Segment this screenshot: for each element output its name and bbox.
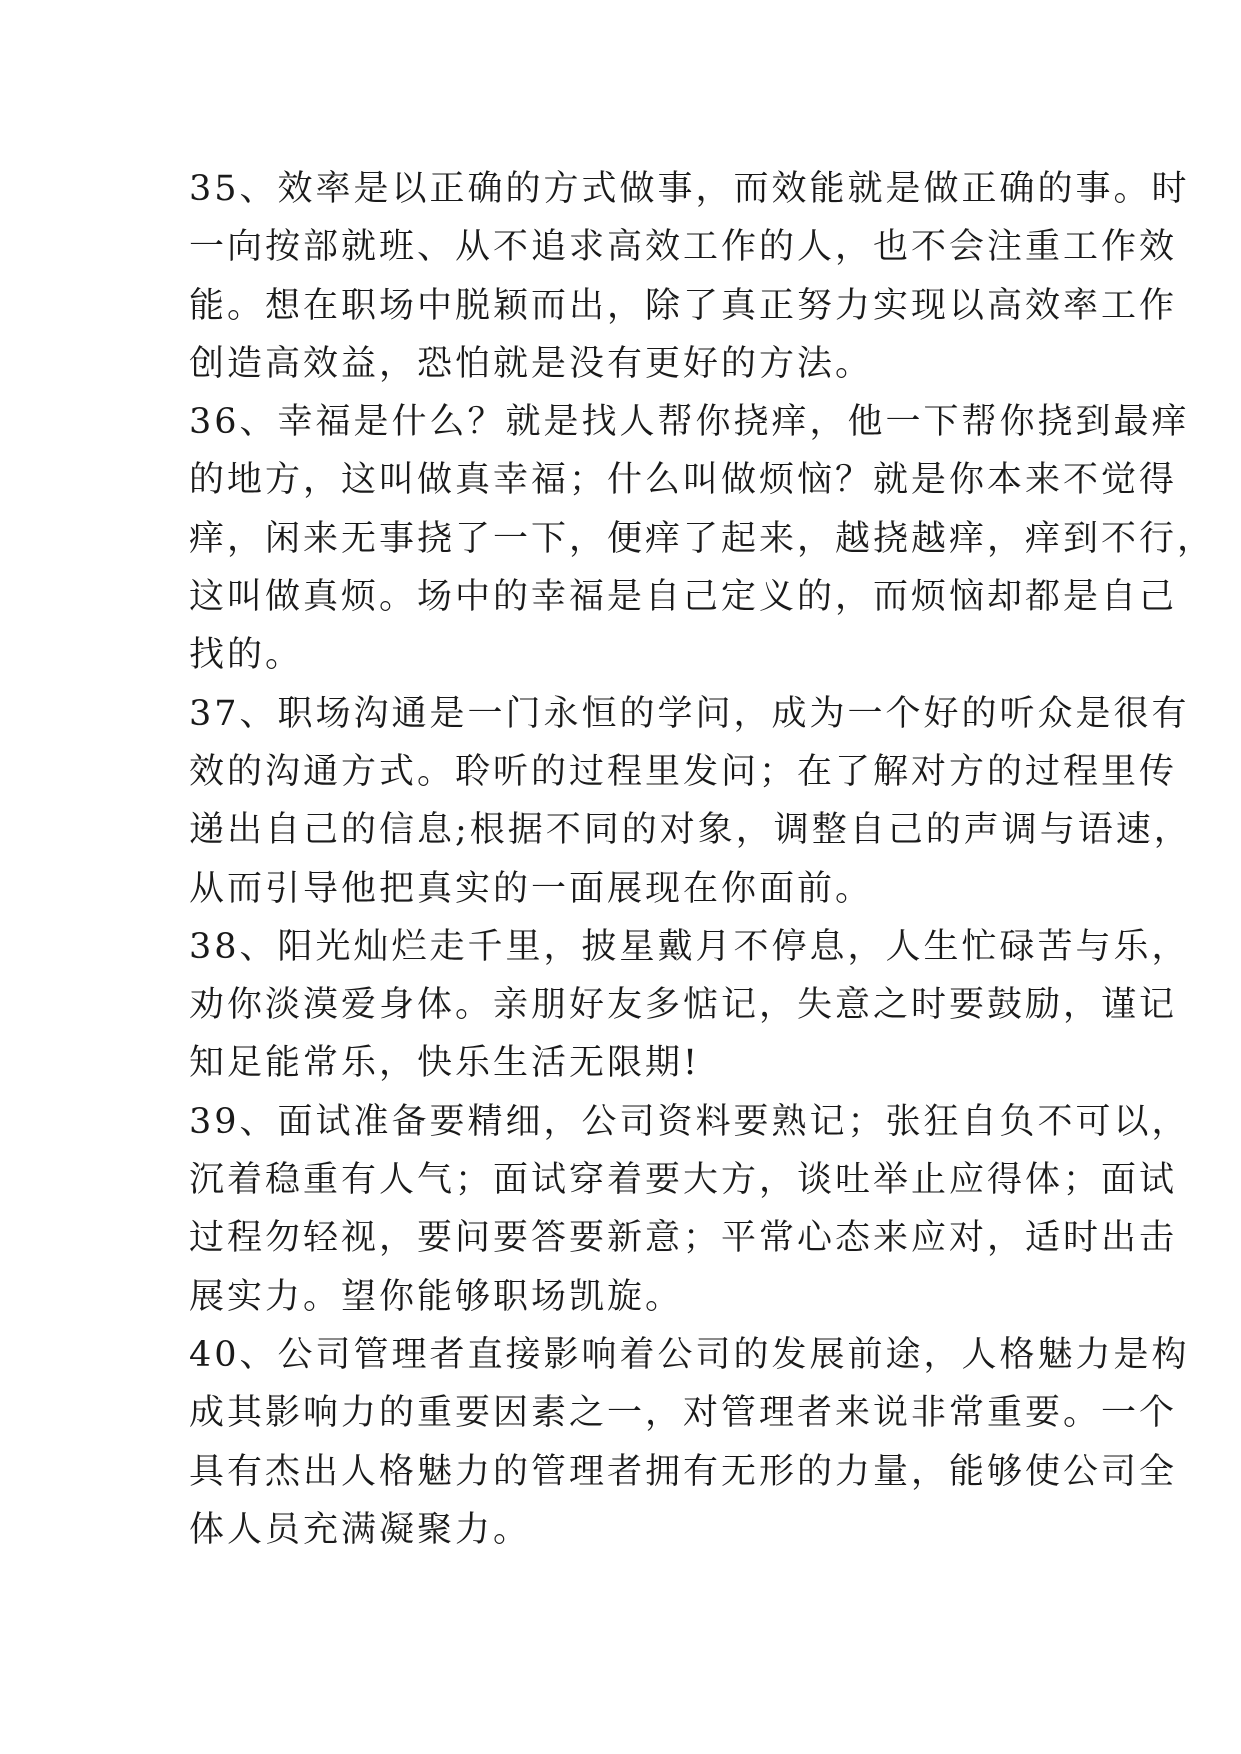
paragraph-37 xyxy=(189,685,1192,918)
text-line: 沉着稳重有人气；面试穿着要大方，谈吐举止应得体；面试 xyxy=(189,1160,1178,1201)
text-line: 体人员充满凝聚力。 xyxy=(189,1509,532,1550)
paragraph-38 xyxy=(189,918,1190,1093)
text-line: 找的。 xyxy=(189,635,304,676)
text-line: 成其影响力的重要因素之一，对管理者来说非常重要。一个 xyxy=(189,1393,1178,1434)
text-line: 从而引导他把真实的一面展现在你面前。 xyxy=(189,868,874,909)
text-line: 一向按部就班、从不追求高效工作的人，也不会注重工作效 xyxy=(189,227,1178,268)
paragraph-40 xyxy=(189,1326,1190,1559)
text-line: 过程勿轻视，要问要答要新意；平常心态来应对，适时出击 xyxy=(189,1218,1178,1259)
paragraph-39 xyxy=(189,1093,1190,1326)
text-line: 展实力。望你能够职场凯旋。 xyxy=(189,1276,684,1317)
text-line: 痒，闲来无事挠了一下，便痒了起来，越挠越痒，痒到不行， xyxy=(189,518,1216,559)
text-line: 效的沟通方式。聆听的过程里发问；在了解对方的过程里传 xyxy=(189,751,1178,792)
text-line: 39、面试准备要精细，公司资料要熟记；张狂自负不可以， xyxy=(189,1101,1190,1142)
text-line: 具有杰出人格魅力的管理者拥有无形的力量，能够使公司全 xyxy=(189,1451,1178,1492)
text-line: 创造高效益，恐怕就是没有更好的方法。 xyxy=(189,343,874,384)
text-line: 40、公司管理者直接影响着公司的发展前途，人格魅力是构 xyxy=(189,1334,1190,1375)
text-line: 35、效率是以正确的方式做事，而效能就是做正确的事。时 xyxy=(189,169,1190,209)
body-text xyxy=(189,160,1216,1559)
text-line: 劝你淡漠爱身体。亲朋好友多惦记，失意之时要鼓励，谨记 xyxy=(189,985,1178,1026)
text-line: 的地方，这叫做真幸福；什么叫做烦恼？就是你本来不觉得 xyxy=(189,460,1178,501)
text-line: 36、幸福是什么？就是找人帮你挠痒，他一下帮你挠到最痒 xyxy=(189,402,1190,443)
text-line: 38、阳光灿烂走千里，披星戴月不停息，人生忙碌苦与乐， xyxy=(189,926,1190,967)
text-line: 能。想在职场中脱颖而出，除了真正努力实现以高效率工作 xyxy=(189,285,1178,326)
paragraph-36 xyxy=(189,393,1216,684)
text-line: 37、职场沟通是一门永恒的学问，成为一个好的听众是很有 xyxy=(189,693,1190,734)
text-line: 这叫做真烦。场中的幸福是自己定义的，而烦恼却都是自己 xyxy=(189,577,1178,618)
text-line: 递出自己的信息;根据不同的对象，调整自己的声调与语速， xyxy=(189,810,1192,851)
paragraph-35 xyxy=(189,160,1190,393)
text-line: 知足能常乐，快乐生活无限期! xyxy=(189,1043,701,1084)
